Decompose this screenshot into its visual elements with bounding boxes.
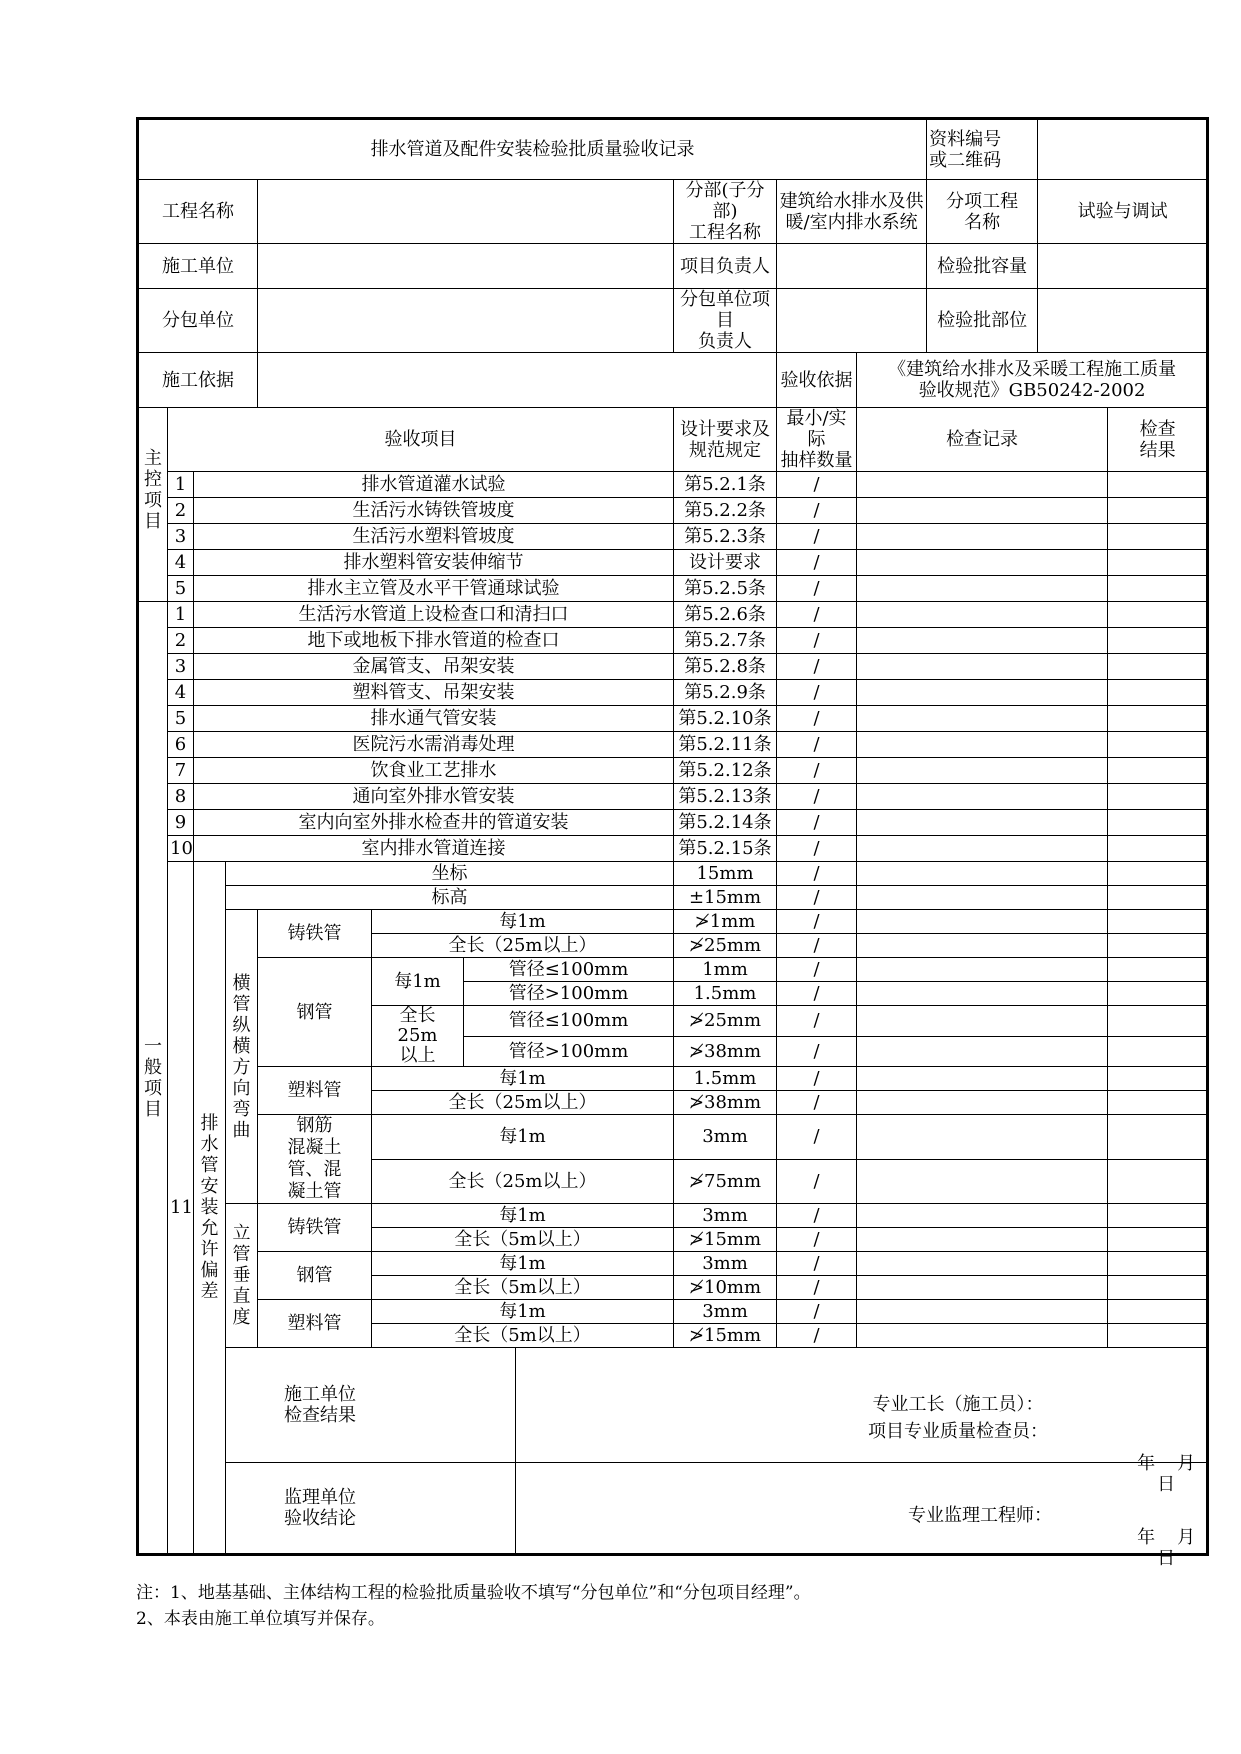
spec-value: ≯10mm [674,1276,777,1300]
deviation-group-label: 排 水 管 安 装 允 许 偏 差 [194,862,226,1555]
subcontractor-value[interactable] [258,289,674,353]
row-result[interactable] [1108,1091,1208,1115]
project-name-value[interactable] [258,180,674,244]
per-meter-label: 每1m [372,1252,674,1276]
row-result[interactable] [1108,784,1208,810]
spec-value: ≯25mm [674,1006,777,1037]
project-manager-label: 项目负责人 [674,244,777,289]
row-sample: / [777,1067,857,1091]
header-item: 验收项目 [168,408,674,472]
full-length-label: 全长（25m以上） [372,1159,674,1204]
row-spec: 第5.2.3条 [674,524,777,550]
deviation-row [138,862,1208,886]
row-result[interactable] [1108,934,1208,958]
steel-pipe-label: 钢管 [258,1252,372,1300]
spec-value: 3mm [674,1204,777,1228]
row-item: 排水主立管及水平干管通球试验 [194,576,674,602]
row-record[interactable] [857,910,1108,934]
general-row [138,654,1208,680]
row-spec: 第5.2.15条 [674,836,777,862]
main-control-row [138,524,1208,550]
row-record[interactable] [857,1228,1108,1252]
row-item: 生活污水铸铁管坡度 [194,498,674,524]
row-result[interactable] [1108,1067,1208,1091]
spec-value: 3mm [674,1115,777,1160]
row-result[interactable] [1108,706,1208,732]
row-spec: 第5.2.6条 [674,602,777,628]
row-number: 2 [168,628,194,654]
deviation-row [138,1300,1208,1324]
row-sample: / [777,1252,857,1276]
row-item: 室内向室外排水检查井的管道安装 [194,810,674,836]
deviation-row [138,1115,1208,1160]
header-design: 设计要求及 规范规定 [674,408,777,472]
row-sample: / [777,1159,857,1204]
row-record[interactable] [857,1324,1108,1348]
contractor-check-area[interactable] [516,1348,1218,1495]
row-item: 地下或地板下排水管道的检查口 [194,628,674,654]
inspection-record-table [136,117,1218,1569]
spec-value: 1.5mm [674,982,777,1006]
diameter-le-label: 管径≤100mm [464,958,674,982]
row-result[interactable] [1108,524,1208,550]
row-record[interactable] [857,1204,1108,1228]
cast-iron-label: 铸铁管 [258,1204,372,1252]
sub-item-value: 试验与调试 [1038,180,1208,244]
spec-value: 1.5mm [674,1067,777,1091]
row-item: 排水通气管安装 [194,706,674,732]
row-item: 金属管支、吊架安装 [194,654,674,680]
row-sample: / [777,1036,857,1067]
row-sample: / [777,1204,857,1228]
batch-location-value[interactable] [1038,289,1208,353]
coord-label: 坐标 [226,862,674,886]
row-sample: / [777,1006,857,1037]
row-sample: / [777,1228,857,1252]
deviation-row [138,1252,1208,1276]
row-spec: 设计要求 [674,550,777,576]
row-item: 塑料管支、吊架安装 [194,680,674,706]
row-record[interactable] [857,1006,1108,1037]
spec-value: ≯25mm [674,934,777,958]
row-record[interactable] [857,836,1108,862]
row-item: 排水塑料管安装伸缩节 [194,550,674,576]
row-sample: / [777,886,857,910]
full-length-label: 全长（25m以上） [372,1091,674,1115]
header-record: 检查记录 [857,408,1108,472]
row-number: 10 [168,836,194,862]
deviation-row [138,1067,1208,1091]
row-number: 3 [168,654,194,680]
spec-value: ≯38mm [674,1036,777,1067]
diameter-gt-label: 管径>100mm [464,982,674,1006]
row-number: 5 [168,576,194,602]
row-number: 5 [168,706,194,732]
row-sample: / [777,550,857,576]
acceptance-basis-label: 验收依据 [777,353,857,408]
general-row [138,810,1208,836]
subdivision-value: 建筑给水排水及供 暖/室内排水系统 [777,180,927,244]
row-spec: 第5.2.14条 [674,810,777,836]
row-record[interactable] [857,1159,1108,1204]
row-spec: 第5.2.2条 [674,498,777,524]
row-sample: / [777,1276,857,1300]
header-sample: 最小/实际 抽样数量 [777,408,857,472]
row-record[interactable] [857,982,1108,1006]
row-result[interactable] [1108,628,1208,654]
row-result[interactable] [1108,472,1208,498]
row-sample: / [777,810,857,836]
row-number: 8 [168,784,194,810]
row-record[interactable] [857,498,1108,524]
row-result[interactable] [1108,680,1208,706]
row-record[interactable] [857,934,1108,958]
supervisor-conclusion-label: 监理单位 验收结论 [226,1463,516,1555]
row-sample: / [777,958,857,982]
footnote-1: 注：1、地基基础、主体结构工程的检验批质量验收不填写“分包单位”和“分包项目经理”。 [136,1583,811,1603]
row-result[interactable] [1108,1115,1208,1160]
row-record[interactable] [857,1067,1108,1091]
per-meter-label: 每1m [372,1204,674,1228]
general-row [138,784,1208,810]
construction-basis-value[interactable] [258,353,777,408]
project-name-label: 工程名称 [138,180,258,244]
row-spec: 第5.2.7条 [674,628,777,654]
row-sample: / [777,982,857,1006]
spec-value: 1mm [674,958,777,982]
spec-value: ≯38mm [674,1091,777,1115]
row-number: 7 [168,758,194,784]
supervisor-engineer-label: 专业监理工程师： [908,1505,1052,1526]
row-spec: 第5.2.11条 [674,732,777,758]
row-sample: / [777,910,857,934]
row-record[interactable] [857,1252,1108,1276]
row-sample: / [777,758,857,784]
row-result[interactable] [1108,1228,1208,1252]
general-row [138,602,1208,628]
row-record[interactable] [857,472,1108,498]
general-row [138,680,1208,706]
vertical-plumb-label: 立 管 垂 直 度 [226,1204,258,1348]
row-sample: / [777,706,857,732]
sub-item-label: 分项工程 名称 [927,180,1038,244]
diameter-le-label: 管径≤100mm [464,1006,674,1037]
row-result[interactable] [1108,1159,1208,1204]
per-meter-label: 每1m [372,1300,674,1324]
row-sample: / [777,654,857,680]
row-result[interactable] [1108,758,1208,784]
form-title: 排水管道及配件安装检验批质量验收记录 [138,119,927,180]
row-sample: / [777,628,857,654]
row-result[interactable] [1108,1300,1208,1324]
row-record[interactable] [857,862,1108,886]
spec-value: 3mm [674,1252,777,1276]
row-sample: / [777,472,857,498]
row-number: 1 [168,602,194,628]
main-control-row [138,576,1208,602]
row-spec: 第5.2.8条 [674,654,777,680]
row-result[interactable] [1108,1324,1208,1348]
deviation-row [138,1204,1208,1228]
row-sample: / [777,862,857,886]
row-number: 1 [168,472,194,498]
spec-value: ≯75mm [674,1159,777,1204]
steel-pipe-label: 钢管 [258,958,372,1067]
acceptance-basis-value: 《建筑给水排水及采暖工程施工质量 验收规范》GB50242-2002 [857,353,1208,408]
row-item: 通向室外排水管安装 [194,784,674,810]
cast-iron-label: 铸铁管 [258,910,372,958]
per-meter-label: 每1m [372,958,464,1006]
row-spec: 第5.2.13条 [674,784,777,810]
row-number: 2 [168,498,194,524]
row-result[interactable] [1108,836,1208,862]
row-sample: / [777,602,857,628]
row-result[interactable] [1108,886,1208,910]
per-meter-label: 每1m [372,910,674,934]
spec-value: 3mm [674,1300,777,1324]
supervisor-date-label: 年 月 日 [1137,1527,1218,1569]
row-record[interactable] [857,628,1108,654]
row-sample: / [777,1091,857,1115]
elevation-spec: ±15mm [674,886,777,910]
general-row [138,758,1208,784]
row-result[interactable] [1108,1036,1208,1067]
row-record[interactable] [857,886,1108,910]
deviation-row [138,958,1208,982]
contractor-value[interactable] [258,244,674,289]
general-items-label: 一 般 项 目 [138,602,168,1555]
row-sample: / [777,524,857,550]
row-sample: / [777,680,857,706]
row-spec: 第5.2.12条 [674,758,777,784]
plastic-pipe-label: 塑料管 [258,1300,372,1348]
row-item: 饮食业工艺排水 [194,758,674,784]
row-item: 医院污水需消毒处理 [194,732,674,758]
row-record[interactable] [857,550,1108,576]
subcontractor-label: 分包单位 [138,289,258,353]
diameter-gt-label: 管径>100mm [464,1036,674,1067]
foreman-signature-label: 专业工长（施工员）： [872,1394,1044,1415]
doc-number-value[interactable] [1038,119,1208,180]
per-meter-label: 每1m [372,1067,674,1091]
row-sample: / [777,1300,857,1324]
main-control-row [138,472,1208,498]
row-sample: / [777,1324,857,1348]
general-row [138,706,1208,732]
row-record[interactable] [857,1276,1108,1300]
row-spec: 第5.2.9条 [674,680,777,706]
inspector-signature-label: 项目专业质量检查员： [868,1421,1048,1442]
row-number: 3 [168,524,194,550]
main-control-row [138,550,1208,576]
row-number: 4 [168,550,194,576]
batch-location-label: 检验批部位 [927,289,1038,353]
row-record[interactable] [857,758,1108,784]
plastic-pipe-label: 塑料管 [258,1067,372,1115]
row-number: 9 [168,810,194,836]
row-record[interactable] [857,810,1108,836]
row-record[interactable] [857,732,1108,758]
row-record[interactable] [857,1115,1108,1160]
row-spec: 第5.2.1条 [674,472,777,498]
row-item: 排水管道灌水试验 [194,472,674,498]
doc-number-label: 资料编号 或二维码 [927,119,1038,180]
row-result[interactable] [1108,958,1208,982]
full-length-label: 全长（5m以上） [372,1276,674,1300]
row-number: 4 [168,680,194,706]
header-result: 检查 结果 [1108,408,1208,472]
row-sample: / [777,784,857,810]
spec-value: ≯1mm [674,910,777,934]
general-row [138,836,1208,862]
footnote-2: 2、本表由施工单位填写并保存。 [136,1609,385,1629]
row-result[interactable] [1108,810,1208,836]
spec-value: ≯15mm [674,1228,777,1252]
row-result[interactable] [1108,1252,1208,1276]
row-sample: / [777,576,857,602]
row-result[interactable] [1108,1276,1208,1300]
row-item: 生活污水塑料管坡度 [194,524,674,550]
row-result[interactable] [1108,498,1208,524]
row-number: 6 [168,732,194,758]
row-record[interactable] [857,576,1108,602]
row-record[interactable] [857,1036,1108,1067]
general-row [138,628,1208,654]
row-result[interactable] [1108,1204,1208,1228]
sub-manager-value[interactable] [777,289,927,353]
row-sample: / [777,732,857,758]
row-result[interactable] [1108,602,1208,628]
sub-manager-label: 分包单位项目 负责人 [674,289,777,353]
row-result[interactable] [1108,982,1208,1006]
row-sample: / [777,498,857,524]
subdivision-label: 分部(子分部) 工程名称 [674,180,777,244]
full-length-label: 全长（5m以上） [372,1228,674,1252]
contractor-check-label: 施工单位 检查结果 [226,1348,516,1463]
item-11-number: 11 [168,862,194,1555]
row-record[interactable] [857,524,1108,550]
row-record[interactable] [857,784,1108,810]
project-manager-value[interactable] [777,244,927,289]
row-record[interactable] [857,706,1108,732]
row-record[interactable] [857,1091,1108,1115]
elevation-label: 标高 [226,886,674,910]
footnotes [136,1580,811,1632]
row-sample: / [777,836,857,862]
concrete-pipe-label: 钢筋 混凝土 管、混 凝土管 [258,1115,372,1204]
row-record[interactable] [857,602,1108,628]
per-meter-label: 每1m [372,1115,674,1160]
row-result[interactable] [1108,576,1208,602]
full-length-label: 全长（25m以上） [372,934,674,958]
main-control-label: 主 控 项 目 [138,408,168,602]
deviation-row [138,886,1208,910]
row-record[interactable] [857,1300,1108,1324]
row-result[interactable] [1108,654,1208,680]
batch-capacity-label: 检验批容量 [927,244,1038,289]
row-record[interactable] [857,654,1108,680]
contractor-date-label: 年 月 日 [1137,1453,1218,1495]
row-sample: / [777,1115,857,1160]
row-sample: / [777,934,857,958]
horizontal-bend-label: 横 管 纵 横 方 向 弯 曲 [226,910,258,1204]
row-result[interactable] [1108,550,1208,576]
row-spec: 第5.2.10条 [674,706,777,732]
main-control-row [138,498,1208,524]
contractor-label: 施工单位 [138,244,258,289]
row-item: 生活污水管道上设检查口和清扫口 [194,602,674,628]
row-result[interactable] [1108,732,1208,758]
deviation-row [138,910,1208,934]
row-item: 室内排水管道连接 [194,836,674,862]
supervisor-conclusion-area[interactable] [516,1463,1218,1569]
construction-basis-label: 施工依据 [138,353,258,408]
steel-full-length-label: 全长 25m 以上 [372,1006,464,1067]
row-result[interactable] [1108,1006,1208,1037]
row-record[interactable] [857,958,1108,982]
spec-value: ≯15mm [674,1324,777,1348]
row-record[interactable] [857,680,1108,706]
batch-capacity-value[interactable] [1038,244,1208,289]
row-result[interactable] [1108,910,1208,934]
row-spec: 第5.2.5条 [674,576,777,602]
coord-spec: 15mm [674,862,777,886]
general-row [138,732,1208,758]
full-length-label: 全长（5m以上） [372,1324,674,1348]
row-result[interactable] [1108,862,1208,886]
